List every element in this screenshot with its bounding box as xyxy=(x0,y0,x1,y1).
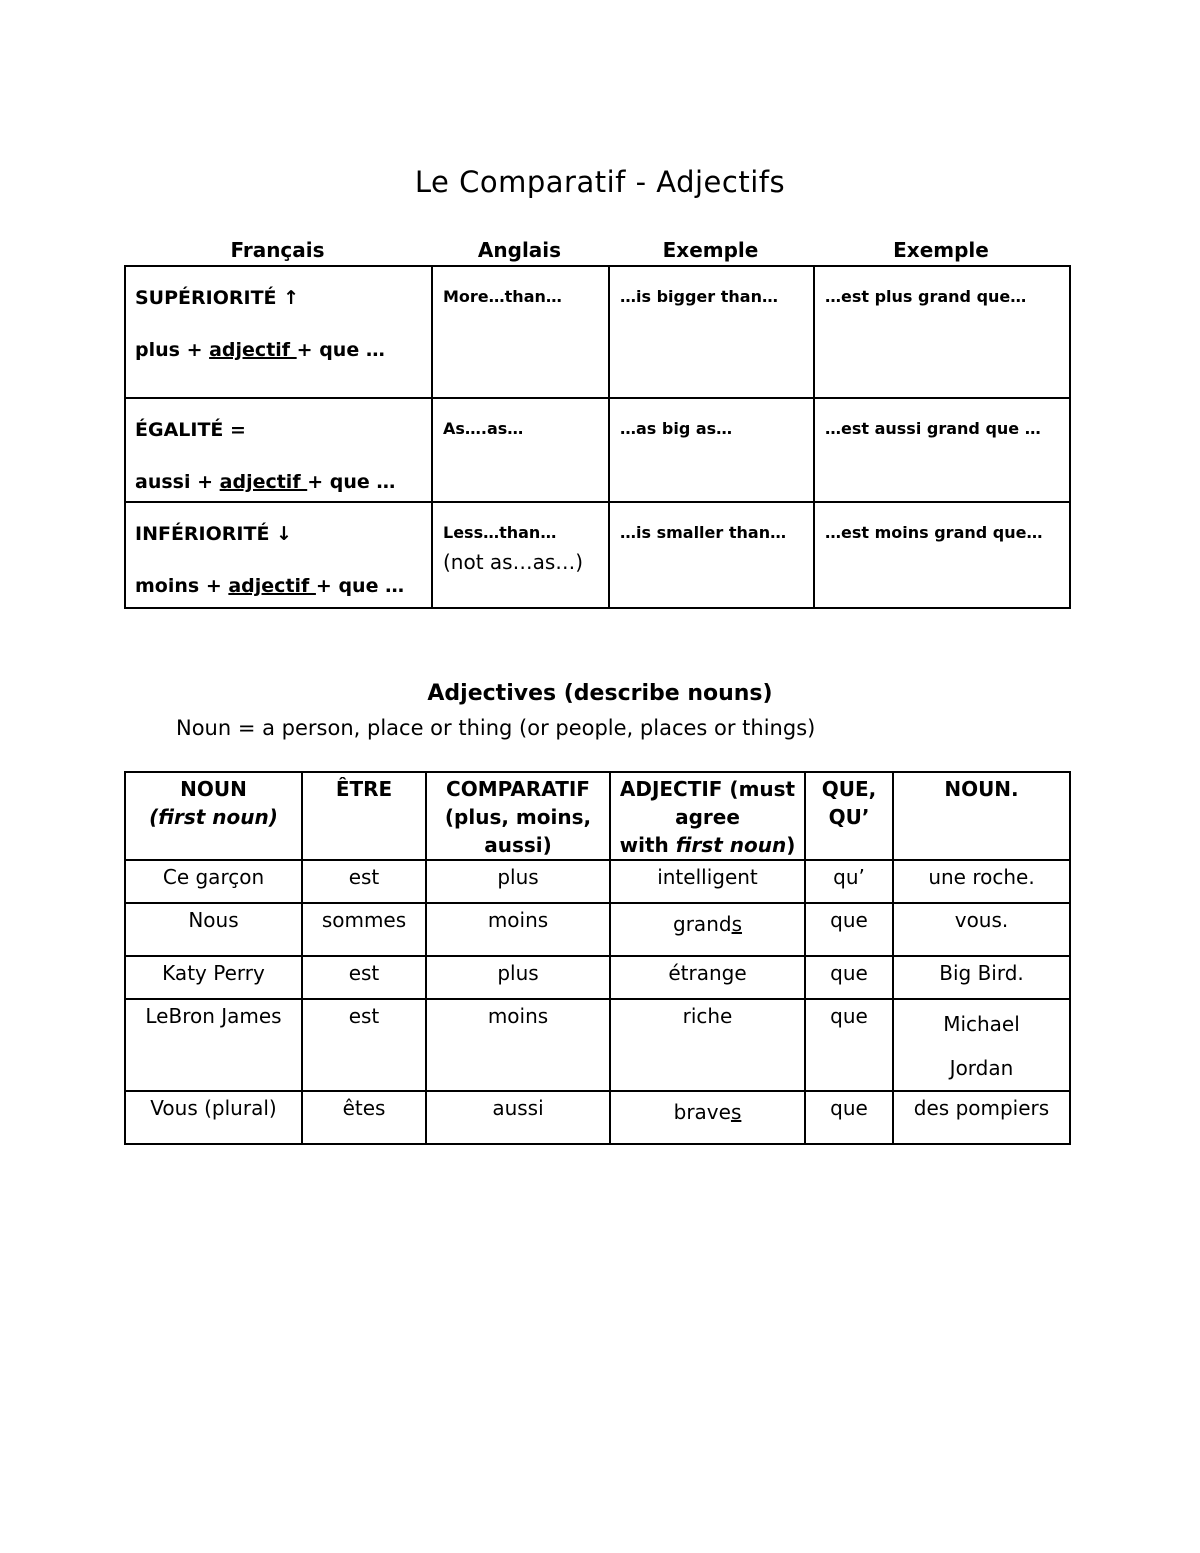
cell-que: que xyxy=(805,903,893,956)
cell-noun: Nous xyxy=(125,903,302,956)
adjectif-underlined: adjectif xyxy=(219,471,308,493)
col-comparatif: COMPARATIF (plus, moins, aussi) xyxy=(426,772,610,860)
cell-noun: Vous (plural) xyxy=(125,1091,302,1144)
row-label: SUPÉRIORITÉ ↑ xyxy=(135,287,300,309)
cell-comparatif: moins xyxy=(426,903,610,956)
cell-comparatif: moins xyxy=(426,999,610,1091)
agreement-ending: s xyxy=(731,912,742,936)
comparison-table xyxy=(124,265,1071,609)
cell-etre: est xyxy=(302,956,426,999)
col-adjectif: ADJECTIF (must agree with first noun) xyxy=(610,772,805,860)
agreement-ending: s xyxy=(730,1100,742,1124)
col-etre: ÊTRE xyxy=(302,772,426,860)
header-exemple-en: Exemple xyxy=(662,238,759,262)
francais-cell xyxy=(125,266,432,398)
table-row xyxy=(125,903,1070,956)
anglais-extra: (not as…as…) xyxy=(443,550,584,574)
cell-etre: êtes xyxy=(302,1091,426,1144)
cell-que: qu’ xyxy=(805,860,893,903)
cell-noun2: une roche. xyxy=(893,860,1070,903)
adjectif-underlined: adjectif xyxy=(228,575,316,597)
exemple-en-cell: …is bigger than… xyxy=(609,266,814,398)
cell-noun2: Michael Jordan xyxy=(893,999,1070,1091)
col-que: QUE, QU’ xyxy=(805,772,893,860)
cell-etre: est xyxy=(302,999,426,1091)
header-anglais: Anglais xyxy=(477,238,562,262)
cell-noun: Ce garçon xyxy=(125,860,302,903)
table-row xyxy=(125,502,1070,608)
exemple-fr-cell: …est moins grand que… xyxy=(814,502,1070,608)
cell-noun2: Big Bird. xyxy=(893,956,1070,999)
cell-adjectif: riche xyxy=(610,999,805,1091)
cell-noun: LeBron James xyxy=(125,999,302,1091)
cell-adjectif: braves xyxy=(610,1091,805,1144)
anglais-cell: As….as… xyxy=(432,398,609,502)
row-label: INFÉRIORITÉ ↓ xyxy=(135,523,292,545)
exemple-fr-cell: …est aussi grand que … xyxy=(814,398,1070,502)
cell-noun: Katy Perry xyxy=(125,956,302,999)
cell-noun2: vous. xyxy=(893,903,1070,956)
table-row xyxy=(125,1091,1070,1144)
table-row xyxy=(125,266,1070,398)
cell-etre: sommes xyxy=(302,903,426,956)
cell-etre: est xyxy=(302,860,426,903)
exemple-en-cell: …as big as… xyxy=(609,398,814,502)
cell-que: que xyxy=(805,956,893,999)
row-label: ÉGALITÉ = xyxy=(135,419,246,441)
francais-cell xyxy=(125,502,432,608)
cell-noun2: des pompiers xyxy=(893,1091,1070,1144)
exemple-fr-cell: …est plus grand que… xyxy=(814,266,1070,398)
page-title: Le Comparatif - Adjectifs xyxy=(414,165,786,199)
table-header-row xyxy=(125,772,1070,860)
sentence-table xyxy=(124,771,1071,1145)
francais-cell xyxy=(125,398,432,502)
noun-definition: Noun = a person, place or thing (or people, places or things) xyxy=(176,716,816,740)
adjectif-underlined: adjectif xyxy=(209,339,297,361)
section-title: Adjectives (describe nouns) xyxy=(427,681,773,706)
exemple-en-cell: …is smaller than… xyxy=(609,502,814,608)
anglais-cell: Less…than… (not as…as…) xyxy=(432,502,609,608)
cell-comparatif: aussi xyxy=(426,1091,610,1144)
cell-que: que xyxy=(805,999,893,1091)
cell-que: que xyxy=(805,1091,893,1144)
header-francais: Français xyxy=(230,238,325,262)
cell-comparatif: plus xyxy=(426,956,610,999)
header-exemple-fr: Exemple xyxy=(893,238,989,262)
col-noun: NOUN (first noun) xyxy=(125,772,302,860)
table-row xyxy=(125,398,1070,502)
table-row xyxy=(125,860,1070,903)
anglais-cell: More…than… xyxy=(432,266,609,398)
cell-adjectif: intelligent xyxy=(610,860,805,903)
formula: aussi + adjectif + que … xyxy=(135,471,396,493)
col-noun2: NOUN. xyxy=(893,772,1070,860)
formula: plus + adjectif + que … xyxy=(135,339,385,361)
cell-adjectif: grands xyxy=(610,903,805,956)
cell-adjectif: étrange xyxy=(610,956,805,999)
comparison-table-headers xyxy=(124,238,1069,264)
formula: moins + adjectif + que … xyxy=(135,575,405,597)
cell-comparatif: plus xyxy=(426,860,610,903)
table-row xyxy=(125,956,1070,999)
table-row xyxy=(125,999,1070,1091)
